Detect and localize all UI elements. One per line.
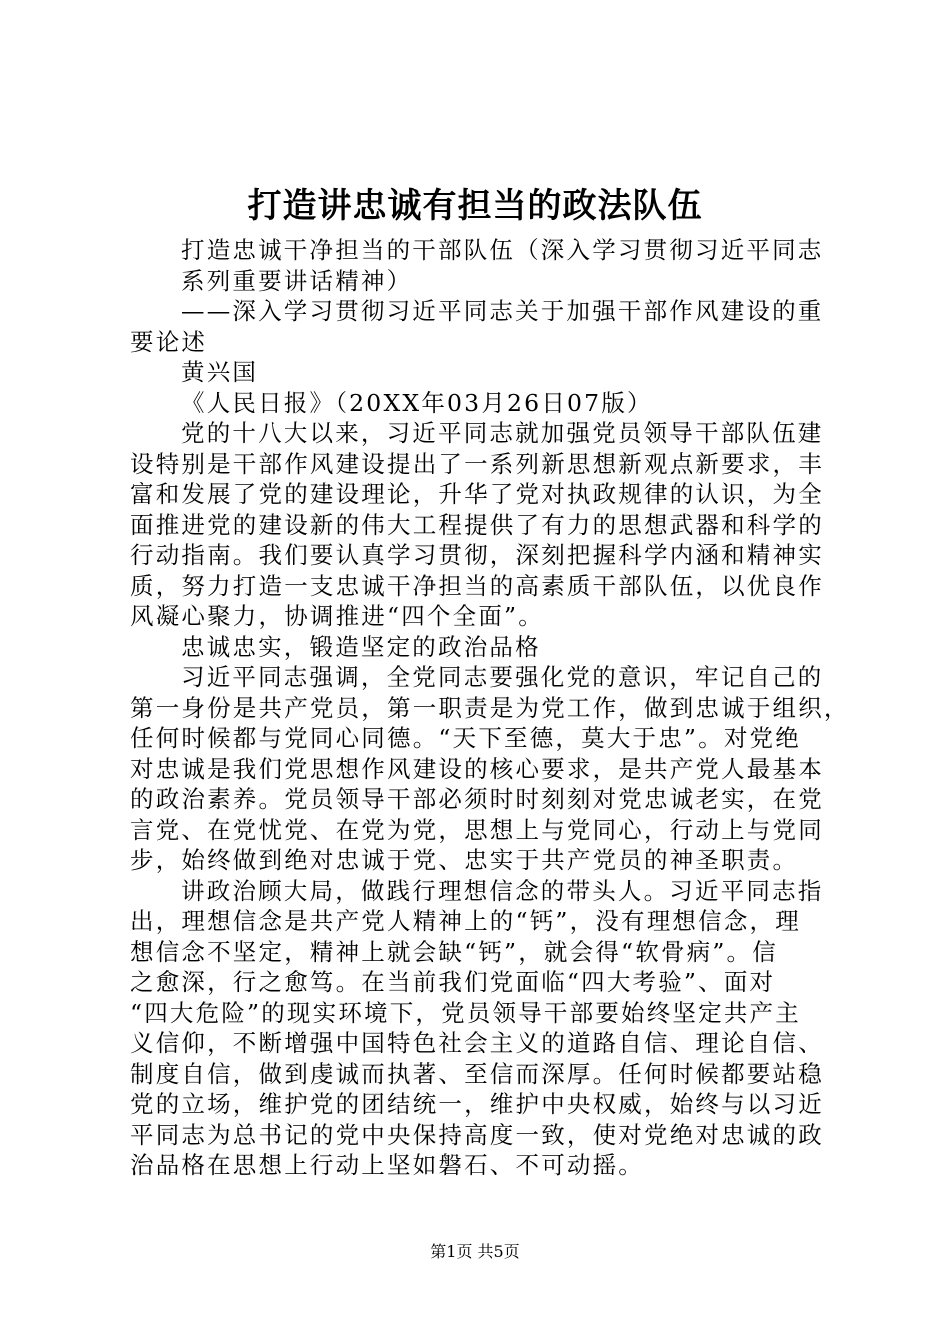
text-line: 富和发展了党的建设理论，升华了党对执政规律的认识，为全 [130,480,824,508]
text-line: 制度自信，做到虔诚而执著、至信而深厚。任何时候都要站稳 [130,1059,824,1088]
document-body [130,235,850,1181]
text-line: 任何时候都与党同心同德。“天下至德，莫大于忠”。对党绝 [130,724,801,752]
author-line: 黄兴国 [181,358,259,386]
text-line: 质，努力打造一支忠诚干净担当的高素质干部队伍，以优良作 [130,571,824,600]
text-line: 出，理想信念是共产党人精神上的“钙”，没有理想信念，理 [130,907,801,935]
text-line: 第一身份是共产党员，第一职责是为党工作，做到忠诚于组织， [130,693,850,722]
text-line: 面推进党的建设新的伟大工程提供了有力的思想武器和科学的 [130,510,824,539]
text-line: 风凝心聚力，协调推进“四个全面”。 [130,602,544,630]
source-line: 《人民日报》（20XX年03月26日07版） [181,388,653,417]
text-line: ——深入学习贯彻习近平同志关于加强干部作风建设的重 [181,297,824,325]
text-line: 习近平同志强调，全党同志要强化党的意识，牢记自己的 [181,663,824,691]
text-line: 言党、在党忧党、在党为党，思想上与党同心，行动上与党同 [130,815,824,844]
text-line: 行动指南。我们要认真学习贯彻，深刻把握科学内涵和精神实 [130,541,824,569]
text-line: “四大危险”的现实环境下，党员领导干部要始终坚定共产主 [130,998,801,1027]
text-line: 的政治素养。党员领导干部必须时时刻刻对党忠诚老实，在党 [130,785,824,813]
text-line: 之愈深，行之愈笃。在当前我们党面临“四大考验”、面对 [130,968,776,996]
text-line: 系列重要讲话精神） [181,266,413,295]
text-line: 义信仰，不断增强中国特色社会主义的道路自信、理论自信、 [130,1029,824,1057]
text-line: 要论述 [130,327,208,356]
text-line: 讲政治顾大局，做践行理想信念的带头人。习近平同志指 [181,876,824,905]
text-line: 党的十八大以来，习近平同志就加强党员领导干部队伍建 [181,419,824,447]
page-footer: 第1页 共5页 [430,1242,520,1261]
document-title: 打造讲忠诚有担当的政法队伍 [247,186,703,226]
text-line: 党的立场，维护党的团结统一，维护中央权威，始终与以习近 [130,1090,824,1118]
text-line: 想信念不坚定，精神上就会缺“钙”，就会得“软骨病”。信 [130,937,778,966]
text-line: 治品格在思想上行动上坚如磐石、不可动摇。 [130,1151,644,1179]
text-line: 设特别是干部作风建设提出了一系列新思想新观点新要求，丰 [130,449,824,478]
text-line: 平同志为总书记的党中央保持高度一致，使对党绝对忠诚的政 [130,1120,824,1149]
section-heading: 忠诚忠实，锻造坚定的政治品格 [181,632,541,661]
text-line: 对忠诚是我们党思想作风建设的核心要求，是共产党人最基本 [130,754,824,783]
text-line: 打造忠诚干净担当的干部队伍（深入学习贯彻习近平同志 [181,236,824,264]
text-line: 步，始终做到绝对忠诚于党、忠实于共产党员的神圣职责。 [130,846,799,874]
